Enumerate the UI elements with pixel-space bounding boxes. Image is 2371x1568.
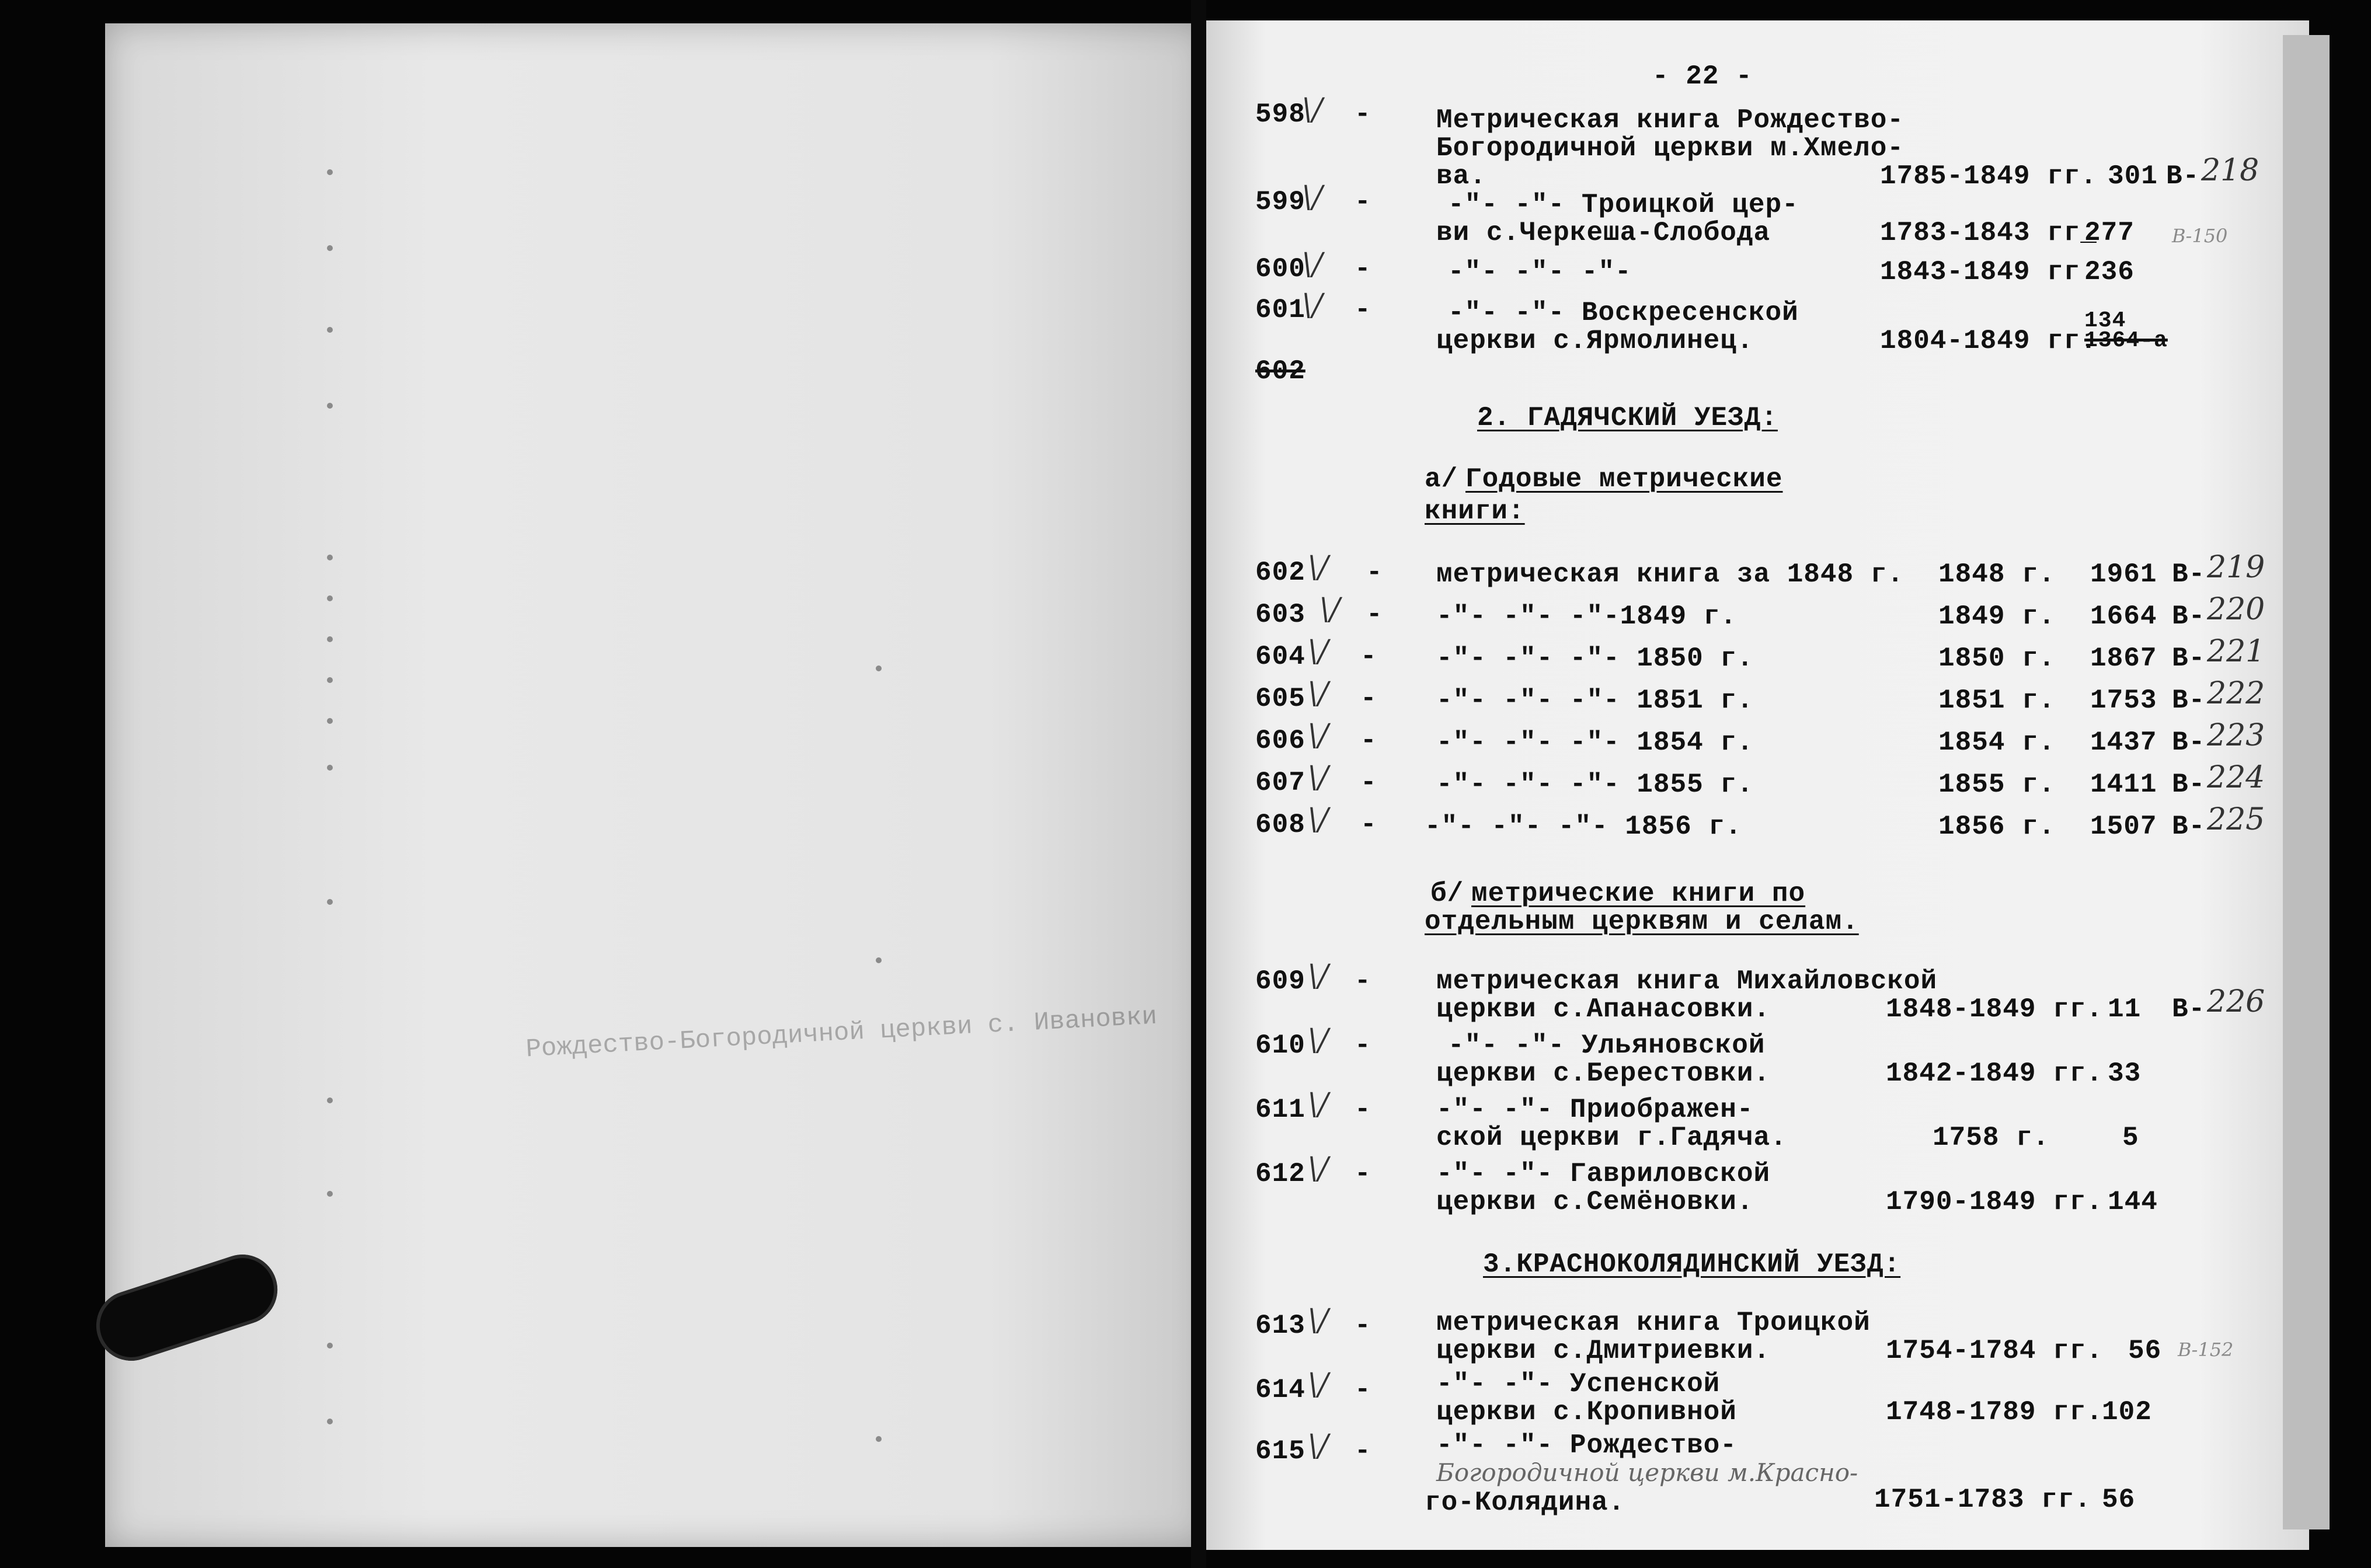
entry-number: 610 xyxy=(1255,1030,1305,1061)
entry-desc: -"- -"- -"- 1851 г. xyxy=(1436,685,1754,716)
check-mark: \/ xyxy=(1308,1151,1329,1186)
entry-code: В- xyxy=(2172,811,2206,842)
entry-number: 599 xyxy=(1255,187,1305,217)
entry-count: 301 xyxy=(2108,161,2158,191)
entry-line: -"- -"- Троицкой цер- xyxy=(1448,190,1799,220)
entry-number: 606 xyxy=(1255,726,1305,756)
entry-code: В- xyxy=(2172,559,2206,590)
dot xyxy=(327,327,333,333)
entry-years: 1843-1849 гг. xyxy=(1880,257,2097,287)
entry-desc: -"- -"- -"- 1854 г. xyxy=(1436,727,1754,758)
dot xyxy=(327,899,333,905)
dot xyxy=(327,1097,333,1103)
entry-count: 1664 xyxy=(2090,601,2157,632)
entry-desc: -"- -"- -"-1849 г. xyxy=(1436,601,1737,632)
check-mark: \/ xyxy=(1308,959,1329,994)
entry-count: 277 xyxy=(2084,218,2135,248)
entry-line: -"- -"- -"- xyxy=(1448,257,1632,287)
entry-desc: -"- -"- -"- 1855 г. xyxy=(1436,769,1754,800)
handwritten-code: 222 xyxy=(2207,676,2265,711)
check-mark: \/ xyxy=(1302,288,1323,323)
entry-line: церкви с.Дмитриевки. xyxy=(1436,1336,1771,1366)
dot xyxy=(876,1436,882,1442)
entry-number: 602 xyxy=(1255,557,1305,588)
entry-number: 604 xyxy=(1255,642,1305,672)
entry-years: 1804-1849 гг. xyxy=(1880,326,2097,356)
dot xyxy=(876,665,882,671)
entry-line: -"- -"- Успенской xyxy=(1436,1369,1721,1399)
handwritten-code: 224 xyxy=(2207,760,2265,795)
handwritten-code: 225 xyxy=(2207,802,2265,837)
entry-number: 611 xyxy=(1255,1095,1305,1125)
entry-count-struck: 1364-а xyxy=(2084,328,2168,353)
struck-number: 602 xyxy=(1255,356,1305,386)
entry-count: 1507 xyxy=(2090,811,2157,842)
entry-number: 612 xyxy=(1255,1159,1305,1189)
side-note: В-152 xyxy=(2178,1339,2234,1361)
handwritten-code: 226 xyxy=(2207,984,2265,1019)
subsection-title: метрические книги по xyxy=(1471,879,1806,909)
check-mark: \/ xyxy=(1302,247,1323,282)
left-bleed-text: Рождество-Богородичной церкви с. Ивановки xyxy=(525,1002,1158,1065)
entry-count: 33 xyxy=(2108,1058,2142,1089)
entry-count: 56 xyxy=(2102,1485,2136,1515)
section-title: 2. ГАДЯЧСКИЙ УЕЗД: xyxy=(1477,403,1778,433)
page-number: - 22 - xyxy=(1652,61,1753,92)
entry-count: 1437 xyxy=(2090,727,2157,758)
entry-dash: - xyxy=(1355,254,1371,284)
entry-year: 1850 г. xyxy=(1938,643,2056,674)
entry-years: 1751-1783 гг. xyxy=(1874,1485,2091,1515)
entry-desc: -"- -"- -"- 1850 г. xyxy=(1436,643,1754,674)
entry-line: -"- -"- Ульяновской xyxy=(1448,1030,1766,1061)
entry-dash: - xyxy=(1360,810,1377,840)
book-gutter xyxy=(1191,0,1206,1568)
entry-count: 56 xyxy=(2128,1336,2162,1366)
entry-desc: метрическая книга за 1848 г. xyxy=(1436,559,1904,590)
check-mark: \/ xyxy=(1308,1367,1329,1402)
entry-code: В- xyxy=(2172,643,2206,674)
entry-number: 600 xyxy=(1255,254,1305,284)
entry-count: 1961 xyxy=(2090,559,2157,590)
entry-count: 144 xyxy=(2108,1187,2158,1217)
entry-line: -"- -"- Воскресенской xyxy=(1448,298,1799,328)
entry-dash: - xyxy=(1355,966,1371,996)
entry-line: ва. xyxy=(1436,161,1486,191)
subsection-prefix: а/ xyxy=(1425,464,1458,494)
subsection-title: Годовые метрические xyxy=(1465,464,1783,494)
check-mark: \/ xyxy=(1308,802,1329,837)
dot xyxy=(327,555,333,560)
dot xyxy=(327,1343,333,1349)
check-mark: \/ xyxy=(1302,92,1323,127)
dot xyxy=(327,718,333,724)
entry-dash: - xyxy=(1366,557,1383,588)
dot xyxy=(327,403,333,409)
entry-line: ской церкви г.Гадяча. xyxy=(1436,1123,1787,1153)
entry-line: -"- -"- Приображен- xyxy=(1436,1095,1754,1125)
entry-count: 134 xyxy=(2084,308,2126,333)
check-mark: \/ xyxy=(1308,1303,1329,1338)
entry-years: 1748-1789 гг. xyxy=(1886,1397,2103,1427)
entry-count: 1411 xyxy=(2090,769,2157,800)
side-note: В-150 xyxy=(2172,225,2228,247)
entry-line: метрическая книга Троицкой xyxy=(1436,1308,1871,1338)
entry-dash: - xyxy=(1360,768,1377,798)
entry-years: 1790-1849 гг. xyxy=(1886,1187,2103,1217)
entry-code: В- xyxy=(2172,727,2206,758)
entry-code: В- xyxy=(2166,161,2200,191)
entry-code: В- xyxy=(2172,769,2206,800)
entry-line: церкви с.Берестовки. xyxy=(1436,1058,1771,1089)
dot xyxy=(327,636,333,642)
dot xyxy=(327,765,333,771)
entry-years: 1783-1843 гг_ xyxy=(1880,218,2097,248)
entry-years: 1842-1849 гг. xyxy=(1886,1058,2103,1089)
check-mark: \/ xyxy=(1308,676,1329,711)
page-edge xyxy=(2283,35,2330,1529)
entry-number: 609 xyxy=(1255,966,1305,996)
dot xyxy=(327,595,333,601)
entry-dash: - xyxy=(1355,1311,1371,1341)
check-mark: \/ xyxy=(1308,550,1329,585)
entry-years: 1758 г. xyxy=(1933,1123,2050,1153)
check-mark: \/ xyxy=(1308,1428,1329,1464)
entry-dash: - xyxy=(1355,1159,1371,1189)
handwritten-code: 218 xyxy=(2201,153,2259,188)
entry-code: В- xyxy=(2172,685,2206,716)
entry-year: 1851 г. xyxy=(1938,685,2056,716)
entry-years: 1754-1784 гг. xyxy=(1886,1336,2103,1366)
entry-count: 5 xyxy=(2122,1123,2139,1153)
entry-number: 614 xyxy=(1255,1375,1305,1405)
check-mark: \/ xyxy=(1308,634,1329,669)
entry-dash: - xyxy=(1355,187,1371,217)
entry-line: церкви с.Кропивной xyxy=(1436,1397,1737,1427)
check-mark: \/ xyxy=(1308,760,1329,795)
entry-dash: - xyxy=(1360,684,1377,714)
handwritten-code: 221 xyxy=(2207,634,2265,669)
entry-dash: - xyxy=(1355,1375,1371,1405)
subsection-title: книги: xyxy=(1425,496,1525,527)
entry-count: 102 xyxy=(2102,1397,2152,1427)
entry-number: 615 xyxy=(1255,1436,1305,1466)
entry-number: 608 xyxy=(1255,810,1305,840)
check-mark: \/ xyxy=(1308,718,1329,753)
entry-year: 1855 г. xyxy=(1938,769,2056,800)
entry-line: Метрическая книга Рождество- xyxy=(1436,105,1904,135)
entry-years: 1785-1849 гг. xyxy=(1880,161,2097,191)
entry-year: 1848 г. xyxy=(1938,559,2056,590)
entry-dash: - xyxy=(1355,99,1371,130)
entry-line: церкви с.Ярмолинец. xyxy=(1436,326,1754,356)
handwritten-line: Богородичной церкви м.Красно- xyxy=(1436,1458,1858,1487)
dot xyxy=(327,1191,333,1197)
check-mark: \/ xyxy=(1308,1087,1329,1122)
handwritten-code: 223 xyxy=(2207,718,2265,753)
check-mark: \/ xyxy=(1302,180,1323,215)
entry-year: 1856 г. xyxy=(1938,811,2056,842)
entry-line: метрическая книга Михайловской xyxy=(1436,966,1938,996)
entry-line: церкви с.Семёновки. xyxy=(1436,1187,1754,1217)
entry-dash: - xyxy=(1355,295,1371,325)
section-title: 3.КРАСНОКОЛЯДИНСКИЙ УЕЗД: xyxy=(1483,1249,1901,1280)
handwritten-code: 219 xyxy=(2207,550,2265,585)
entry-year: 1849 г. xyxy=(1938,601,2056,632)
left-page xyxy=(105,23,1209,1547)
entry-dash: - xyxy=(1366,600,1383,630)
entry-dash: - xyxy=(1355,1095,1371,1125)
entry-number: 613 xyxy=(1255,1311,1305,1341)
entry-count: 1753 xyxy=(2090,685,2157,716)
entry-line: ви с.Черкеша-Слобода xyxy=(1436,218,1771,248)
dot xyxy=(327,245,333,251)
entry-desc: -"- -"- -"- 1856 г. xyxy=(1425,811,1742,842)
entry-count: 1867 xyxy=(2090,643,2157,674)
entry-line: -"- -"- Гавриловской xyxy=(1436,1159,1771,1189)
entry-count: 236 xyxy=(2084,257,2135,287)
check-mark: \/ xyxy=(1319,592,1341,627)
dot xyxy=(327,677,333,683)
entry-number: 598 xyxy=(1255,99,1305,130)
subsection-title: отдельным церквям и селам. xyxy=(1425,907,1859,937)
entry-dash: - xyxy=(1360,726,1377,756)
entry-count: 11 xyxy=(2108,994,2142,1025)
dot xyxy=(327,169,333,175)
entry-line: Богородичной церкви м.Хмело- xyxy=(1436,133,1904,163)
check-mark: \/ xyxy=(1308,1023,1329,1058)
dot xyxy=(327,1419,333,1424)
entry-line: го-Колядина. xyxy=(1425,1487,1625,1518)
entry-code: В- xyxy=(2172,994,2206,1025)
entry-year: 1854 г. xyxy=(1938,727,2056,758)
subsection-prefix: б/ xyxy=(1430,879,1464,909)
entry-number: 605 xyxy=(1255,684,1305,714)
entry-dash: - xyxy=(1360,642,1377,672)
entry-dash: - xyxy=(1355,1030,1371,1061)
entry-years: 1848-1849 гг. xyxy=(1886,994,2103,1025)
entry-number: 603 xyxy=(1255,600,1305,630)
dot xyxy=(876,957,882,963)
entry-line: -"- -"- Рождество- xyxy=(1436,1430,1737,1461)
handwritten-code: 220 xyxy=(2207,592,2265,627)
entry-number: 601 xyxy=(1255,295,1305,325)
entry-code: В- xyxy=(2172,601,2206,632)
entry-dash: - xyxy=(1355,1436,1371,1466)
entry-number: 607 xyxy=(1255,768,1305,798)
entry-line: церкви с.Апанасовки. xyxy=(1436,994,1771,1025)
